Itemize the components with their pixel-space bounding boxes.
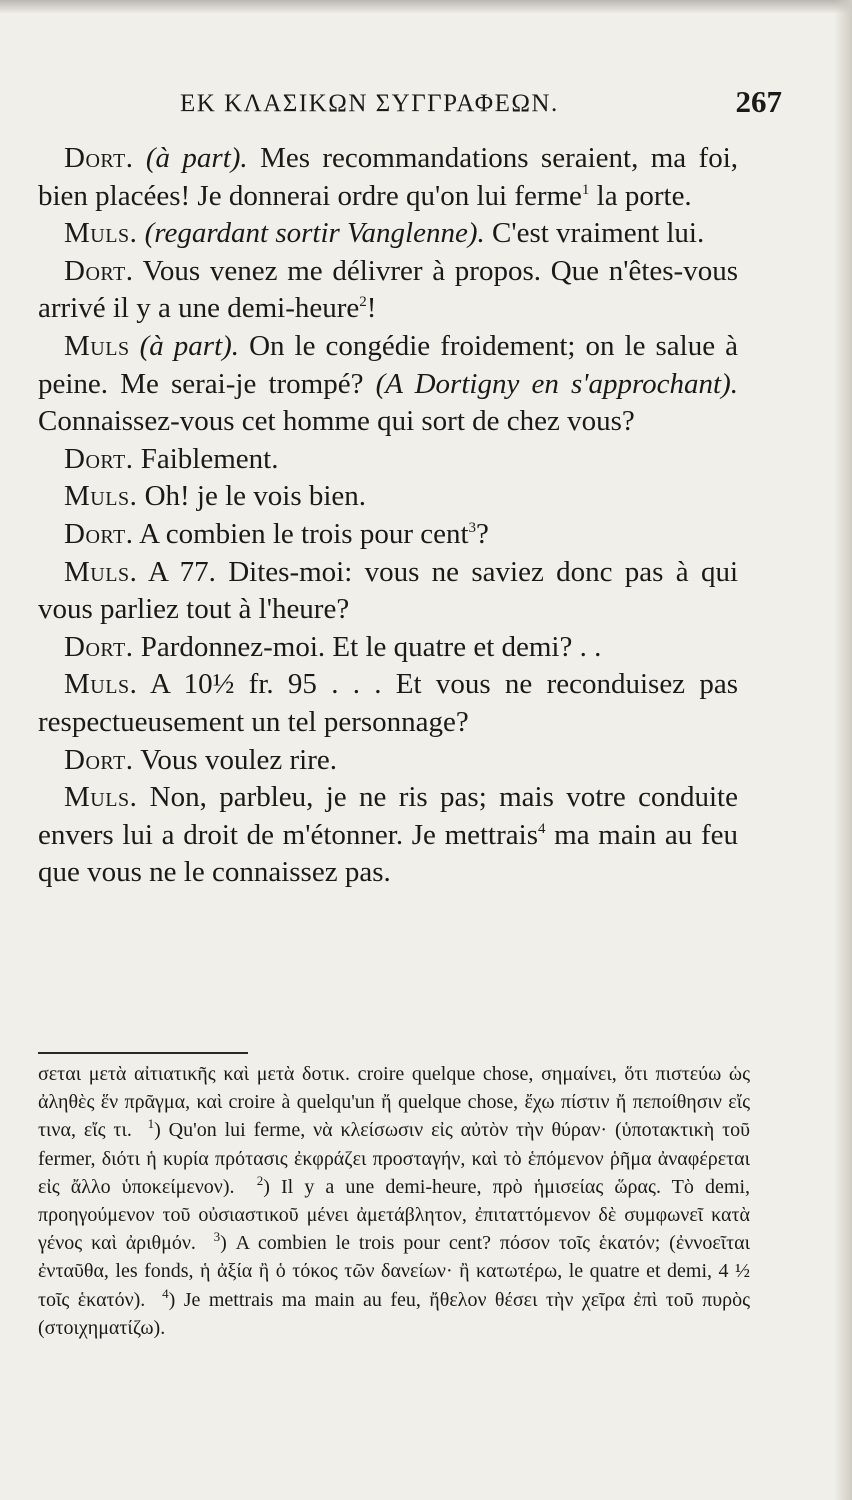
- dialogue-line: Non, parbleu, je ne ris pas; mais votre conduite envers lui a droit de m'étonner. Je mettrais: [38, 781, 738, 851]
- dialogue-line: On le congédie froidement; on le salue à peine. Me serai-je trompé?: [38, 329, 738, 400]
- dialogue-paragraph: [38, 215, 738, 253]
- dialogue-line: Vous voulez rire.: [133, 743, 338, 776]
- speaker-name: Muls.: [64, 668, 138, 701]
- dialogue-paragraph: [38, 140, 738, 215]
- speaker-name: Dort.: [64, 517, 134, 550]
- speaker-name: Dort.: [64, 743, 134, 776]
- dialogue-paragraph: [38, 554, 738, 629]
- dialogue-paragraph: [38, 328, 738, 441]
- footnote-4: ) Je mettrais ma main au feu, ἤθελον θέσει τὴν χεῖρα ἐπὶ τοῦ πυρὸς (στοιχηματίζω).: [38, 1288, 751, 1339]
- speaker-name: Muls.: [64, 781, 138, 814]
- footnote-continuation: σεται μετὰ αἰτιατικῆς καὶ μετὰ δοτικ. croire quelque chose, σημαίνει, ὅτι πιστεύω ὡς ἀληθὲς ἕν πρᾶγμα, καὶ croire à quelqu'un ἤ quelque chose, ἔχω πίστιν ἤ πεποίθησιν εἴς τινα, εἴς τι.: [38, 1063, 750, 1142]
- dialogue-line: A 77. Dites-moi: vous ne saviez donc pas à qui vous parliez tout à l'heure?: [38, 555, 738, 626]
- footnote-2: ) Il y a une demi-heure, πρὸ ἡμισείας ὥρας. Τὸ demi, προηγούμενον τοῦ οὐσιαστικοῦ μένει ἀμετάβλητον, ἐπιταττόμενον δὲ συμφωνεῖ κατὰ γένος καὶ ἀριθμόν.: [38, 1175, 751, 1255]
- dialogue-paragraph: [38, 666, 738, 741]
- footnote-3: ) A combien le trois pour cent? πόσον τοῖς ἑκατόν; (ἐννοεῖται ἐνταῦθα, les fonds, ἡ ἀξία ἢ ὁ τόκος τῶν δανείων· ἢ κατωτέρω, le quatre et demi, 4 ½ τοῖς ἑκατόν).: [38, 1232, 750, 1311]
- dialogue-line: ma main au feu que vous ne le connaissez pas.: [38, 818, 738, 889]
- speaker-name: Dort.: [64, 442, 134, 475]
- dialogue-line: Oh! je le vois bien.: [137, 480, 367, 513]
- footnote-1: ) Qu'on lui ferme, νὰ κλείσωσιν εἰς αὐτὸν τὴν θύραν· (ὑποτακτικὴ τοῦ fermer, διότι ἡ κυρία πρότασις ἐκφράζει προσταγήν, καὶ τὸ ἑπόμενον ῥῆμα ἀναφέρεται εἰς ἄλλο ὑποκείμενον).: [38, 1119, 751, 1198]
- speaker-name: Dort.: [64, 254, 134, 287]
- footnote-number: 3: [213, 1229, 221, 1245]
- speaker-name: Muls: [64, 329, 130, 362]
- speaker-name: Dort.: [64, 630, 134, 663]
- speaker-name: Muls.: [64, 217, 138, 250]
- speaker-name: Dort.: [64, 142, 134, 174]
- stage-direction: (regardant sortir Vanglenne).: [144, 217, 485, 250]
- footnote-marker: 4: [537, 820, 546, 837]
- dialogue-line: la porte.: [589, 179, 692, 212]
- footnote-number: 1: [147, 1116, 155, 1132]
- footnote-number: 2: [256, 1172, 264, 1188]
- footnotes: [38, 1060, 750, 1342]
- stage-direction: (à part).: [145, 142, 248, 174]
- running-title: ΕΚ ΚΛΑΣΙΚΩΝ ΣΥΓΓΡΑΦΕΩΝ.: [180, 90, 559, 117]
- dialogue-paragraph: [38, 253, 738, 328]
- speaker-name: Muls.: [64, 555, 138, 588]
- dialogue-line: Connaissez-vous cet homme qui sort de chez vous?: [38, 405, 635, 438]
- speaker-name: Muls.: [64, 480, 138, 513]
- dialogue-text: [38, 140, 738, 892]
- footnote-text: [38, 1060, 750, 1342]
- dialogue-line: !: [366, 292, 377, 325]
- dialogue-line: Pardonnez-moi. Et le quatre et demi? . .: [133, 630, 602, 663]
- footnote-number: 4: [162, 1285, 169, 1301]
- dialogue-line: ?: [476, 517, 489, 550]
- dialogue-paragraph: [38, 516, 738, 554]
- running-head: [40, 84, 782, 124]
- dialogue-line: Mes recommandations seraient, ma foi, bien placées! Je donnerai ordre qu'on lui ferme: [38, 142, 739, 212]
- dialogue-paragraph: [38, 742, 738, 780]
- dialogue-line: A 10½ fr. 95 . . . Et vous ne reconduisez pas respectueusement un tel personnage?: [38, 668, 738, 738]
- dialogue-line: C'est vraiment lui.: [484, 217, 705, 250]
- stage-direction: (à part).: [139, 329, 240, 362]
- footnote-divider: [38, 1052, 248, 1054]
- dialogue-line: A combien le trois pour cent: [133, 517, 469, 550]
- dialogue-paragraph: [38, 441, 738, 479]
- page-number: 267: [735, 84, 782, 119]
- dialogue-paragraph: [38, 629, 738, 667]
- footnote-marker: 2: [359, 294, 367, 311]
- dialogue-paragraph: [38, 779, 738, 892]
- footnote-marker: 3: [468, 519, 477, 536]
- footnote-marker: 1: [581, 181, 590, 198]
- stage-direction: (A Dortigny en s'approchant).: [375, 367, 738, 400]
- dialogue-paragraph: [38, 478, 738, 516]
- dialogue-line: Faiblement.: [133, 442, 279, 475]
- dialogue-line: Vous venez me délivrer à propos. Que n'êtes-vous arrivé il y a une demi-heure: [38, 254, 738, 325]
